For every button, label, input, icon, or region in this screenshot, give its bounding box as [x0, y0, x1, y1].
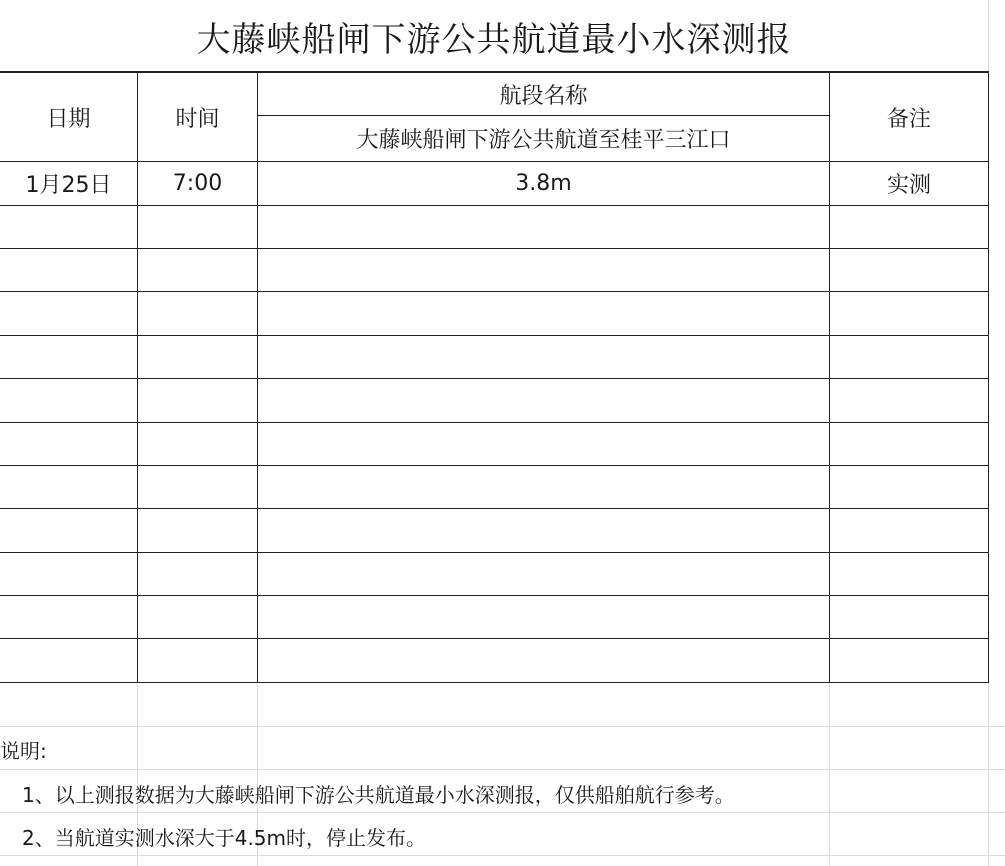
row-remark: 实测	[830, 162, 988, 205]
empty-rows	[0, 206, 988, 682]
header-date: 日期	[0, 73, 137, 161]
notes-heading: 说明:	[0, 739, 47, 763]
header-segment-name: 大藤峡船闸下游公共航道至桂平三江口	[258, 116, 829, 161]
header-remark: 备注	[830, 73, 988, 161]
report-title: 大藤峡船闸下游公共航道最小水深测报	[0, 0, 988, 72]
row-time: 7:00	[138, 162, 257, 205]
note-item-2: 2、当航道实测水深大于4.5m时，停止发布。	[22, 826, 427, 850]
row-date: 1月25日	[0, 162, 137, 205]
header-segment-group: 航段名称	[258, 73, 829, 115]
row-depth: 3.8m	[258, 162, 829, 205]
table-border	[0, 71, 989, 73]
header-time: 时间	[138, 73, 257, 161]
note-item-1: 1、以上测报数据为大藤峡船闸下游公共航道最小水深测报，仅供船舶航行参考。	[22, 783, 735, 807]
